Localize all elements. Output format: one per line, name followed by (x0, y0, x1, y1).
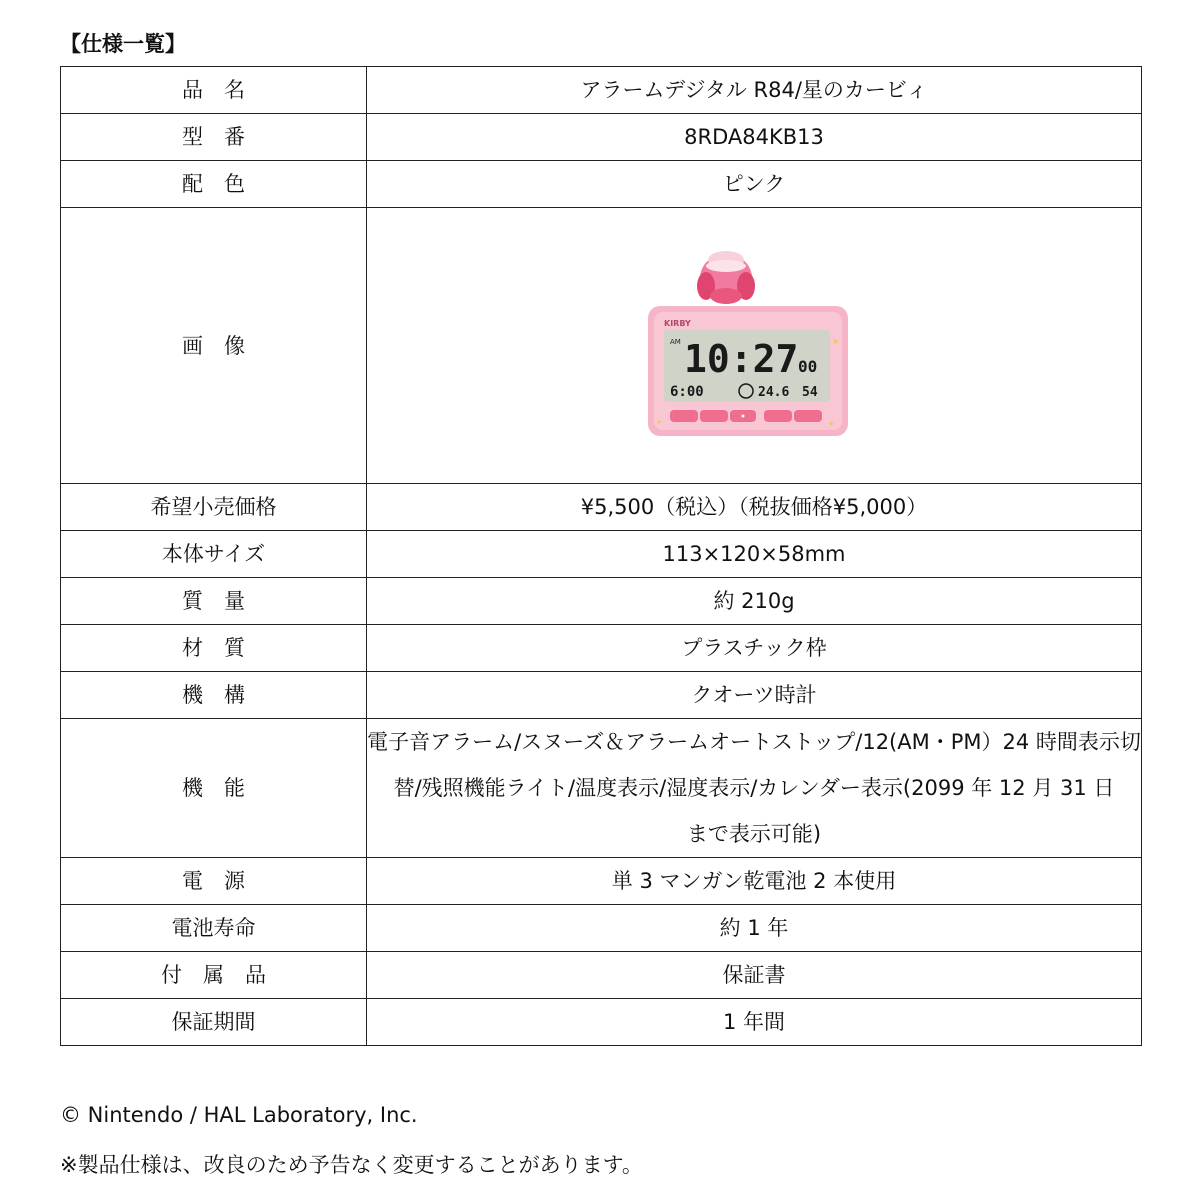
row-label: 配 色 (61, 161, 367, 208)
product-image (644, 226, 864, 466)
table-row (61, 484, 1142, 531)
row-label: 画 像 (61, 208, 367, 484)
table-row (61, 905, 1142, 952)
row-value: ピンク (367, 161, 1142, 208)
svg-text:★: ★ (832, 336, 840, 346)
table-row (61, 952, 1142, 999)
row-value: 113×120×58mm (367, 531, 1142, 578)
table-row (61, 999, 1142, 1046)
temperature-display: 24.6 (758, 384, 790, 400)
brand-label: KIRBY (664, 318, 691, 328)
row-value: クオーツ時計 (367, 672, 1142, 719)
product-image-cell (367, 208, 1142, 484)
row-label: 材 質 (61, 625, 367, 672)
row-label: 希望小売価格 (61, 484, 367, 531)
row-label: 機 構 (61, 672, 367, 719)
table-row (61, 625, 1142, 672)
copyright-text: © Nintendo / HAL Laboratory, Inc. (60, 1103, 418, 1127)
row-label: 質 量 (61, 578, 367, 625)
kirby-figure (697, 251, 755, 304)
table-row (61, 672, 1142, 719)
row-label: 本体サイズ (61, 531, 367, 578)
row-label: 品 名 (61, 67, 367, 114)
svg-text:★: ★ (656, 417, 663, 426)
seconds-display: 00 (798, 356, 818, 376)
row-label: 機 能 (61, 719, 367, 858)
clock-button-right-1 (764, 410, 792, 422)
row-value-multiline (367, 719, 1142, 858)
table-row (61, 161, 1142, 208)
row-label: 型 番 (61, 114, 367, 161)
table-row (61, 719, 1142, 858)
row-label: 電池寿命 (61, 905, 367, 952)
spec-table (60, 66, 1142, 1046)
table-row (61, 578, 1142, 625)
row-label: 付 属 品 (61, 952, 367, 999)
value-line: 替/残照機能ライト/温度表示/湿度表示/カレンダー表示(2099 年 12 月 31 日 (393, 776, 1115, 800)
row-value: 1 年間 (367, 999, 1142, 1046)
row-value: アラームデジタル R84/星のカービィ (367, 67, 1142, 114)
row-label: 電 源 (61, 858, 367, 905)
value-line: まで表示可能) (686, 822, 822, 846)
table-row (61, 114, 1142, 161)
table-row (61, 67, 1142, 114)
table-row (61, 858, 1142, 905)
time-display: 10:27 (684, 336, 799, 381)
section-title: 【仕様一覧】 (60, 32, 186, 56)
row-value: 単 3 マンガン乾電池 2 本使用 (367, 858, 1142, 905)
clock-button-left-2 (700, 410, 728, 422)
row-label: 保証期間 (61, 999, 367, 1046)
ampm-label: AM (670, 337, 681, 346)
value-line: 電子音アラーム/スヌーズ＆アラームオートストップ/12(AM・PM）24 時間表示切 (367, 730, 1141, 754)
row-value: プラスチック枠 (367, 625, 1142, 672)
row-value: 保証書 (367, 952, 1142, 999)
row-value: 約 1 年 (367, 905, 1142, 952)
clock-button-left-1 (670, 410, 698, 422)
clock-button-right-2 (794, 410, 822, 422)
alarm-display: 6:00 (670, 383, 704, 400)
table-row (61, 531, 1142, 578)
row-value: 8RDA84KB13 (367, 114, 1142, 161)
humidity-display: 54 (802, 384, 818, 400)
row-value: ¥5,500（税込）（税抜価格¥5,000） (367, 484, 1142, 531)
table-row-image (61, 208, 1142, 484)
row-value: 約 210g (367, 578, 1142, 625)
svg-text:★: ★ (828, 419, 835, 428)
disclaimer-note: ※製品仕様は、改良のため予告なく変更することがあります。 (60, 1153, 643, 1177)
